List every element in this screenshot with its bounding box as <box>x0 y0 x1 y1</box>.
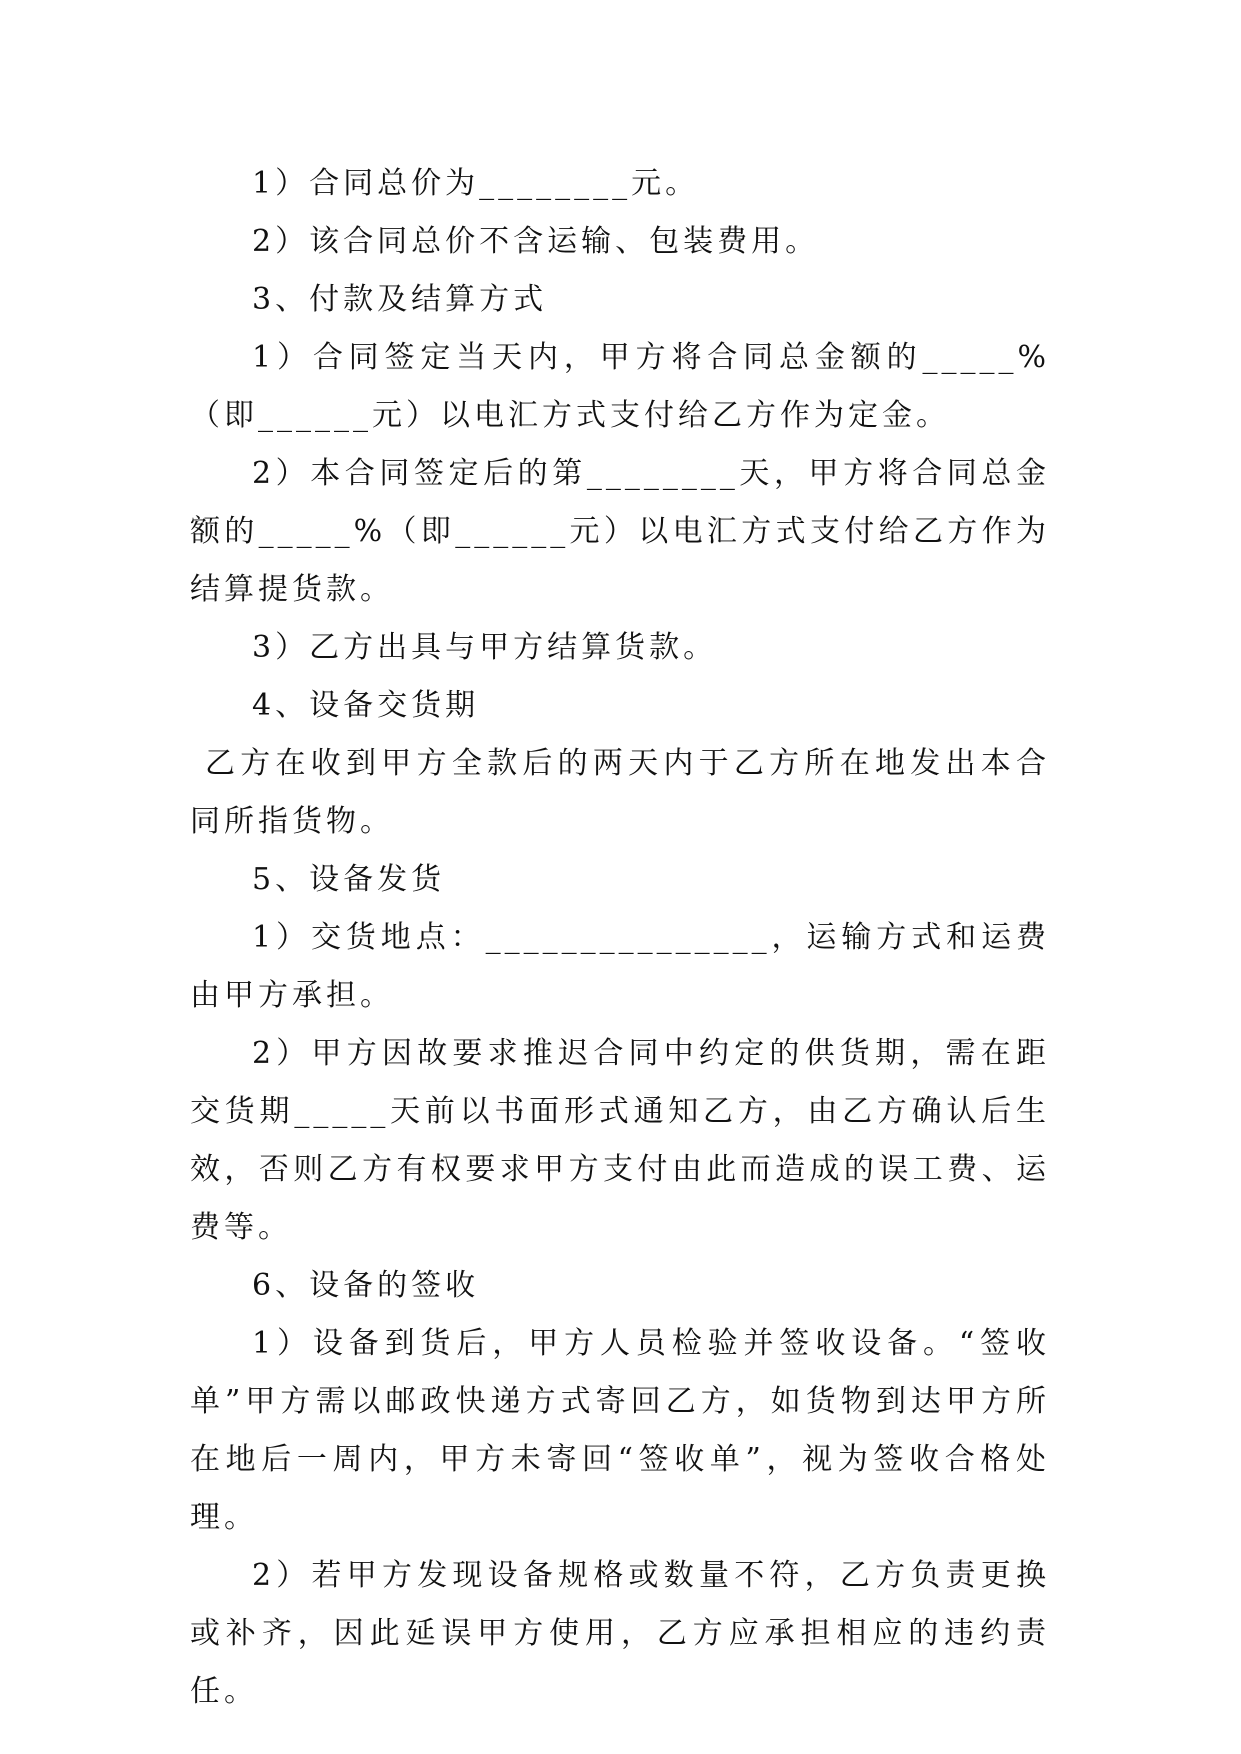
section-heading-shipping: 5、设备发货 <box>252 862 446 897</box>
document-body <box>190 155 1050 1721</box>
paragraph-delay-request: 2）甲方因故要求推迟合同中约定的供货期，需在距交货期_____天前以书面形式通知乙方，由乙方确认后生效，否则乙方有权要求甲方支付由此而造成的误工费、运费等。 <box>190 1036 1050 1245</box>
paragraph-receipt-form: 1）设备到货后，甲方人员检验并签收设备。“签收单”甲方需以邮政快递方式寄回乙方，如货物到达甲方所在地后一周内，甲方未寄回“签收单”，视为签收合格处理。 <box>190 1326 1050 1535</box>
paragraph-invoice: 3）乙方出具与甲方结算货款。 <box>252 630 718 665</box>
paragraph-delivery-period: 乙方在收到甲方全款后的两天内于乙方所在地发出本合同所指货物。 <box>190 746 1050 839</box>
paragraph-deposit: 1）合同签定当天内，甲方将合同总金额的_____%（即______元）以电汇方式支付给乙方作为定金。 <box>190 340 1050 433</box>
paragraph-price-exclusion: 2）该合同总价不含运输、包装费用。 <box>252 224 820 259</box>
paragraph-delivery-location: 1）交货地点：_______________，运输方式和运费由甲方承担。 <box>190 920 1050 1013</box>
section-heading-payment: 3、付款及结算方式 <box>252 282 548 317</box>
section-heading-receipt: 6、设备的签收 <box>252 1268 480 1303</box>
paragraph-nonconformity: 2）若甲方发现设备规格或数量不符，乙方负责更换或补齐，因此延误甲方使用，乙方应承担相应的违约责任。 <box>190 1558 1050 1709</box>
paragraph-settlement: 2）本合同签定后的第________天，甲方将合同总金额的_____%（即______元）以电汇方式支付给乙方作为结算提货款。 <box>190 456 1050 607</box>
paragraph-total-price: 1）合同总价为________元。 <box>252 166 700 201</box>
section-heading-delivery-period: 4、设备交货期 <box>252 688 480 723</box>
